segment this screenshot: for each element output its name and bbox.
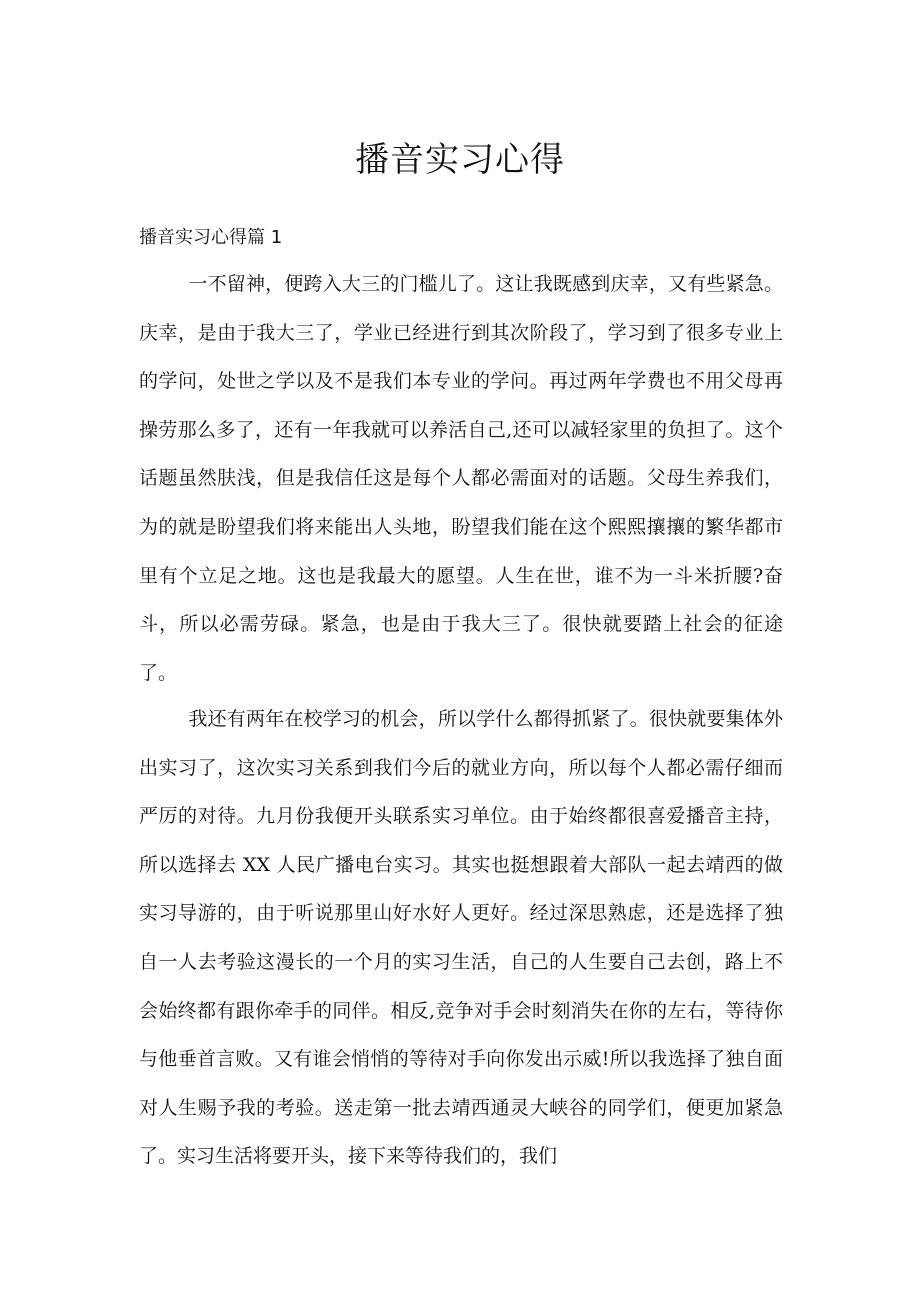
paragraph-2: 我还有两年在校学习的机会，所以学什么都得抓紧了。很快就要集体外出实习了，这次实习关系到我们今后的就业方向，所以每个人都必需仔细而严厉的对待。九月份我便开头联系实习单位。由于始终都很喜爱播音主持，所以选择去 XX 人民广播电台实习。其实也挺想跟着大部队一起去靖西的做实习导游的，由于听说那里山好水好人更好。经过深思熟虑，还是选择了独自一人去考验这漫长的一个月的实习生活，自己的人生要自己去创，路上不会始终都有跟你牵手的同伴。相反,竞争对手会时刻消失在你的左右，等待你与他垂首言败。又有谁会悄悄的等待对手向你发出示威!所以我选择了独自面对人生赐予我的考验。送走第一批去靖西通灵大峡谷的同学们，便更加紧急了。实习生活将要开头，接下来等待我们的，我们	[139, 708, 783, 1168]
paragraph-1: 一不留神，便跨入大三的门槛儿了。这让我既感到庆幸，又有些紧急。庆幸，是由于我大三了，学业已经进行到其次阶段了，学习到了很多专业上的学问，处世之学以及不是我们本专业的学问。再过两年学费也不用父母再操劳那么多了，还有一年我就可以养活自己,还可以减轻家里的负担了。这个话题虽然肤浅，但是我信任这是每个人都必需面对的话题。父母生养我们，为的就是盼望我们将来能出人头地，盼望我们能在这个熙熙攘攘的繁华都市里有个立足之地。这也是我最大的愿望。人生在世，谁不为一斗米折腰?奋斗，所以必需劳碌。紧急，也是由于我大三了。很快就要踏上社会的征途了。	[139, 273, 783, 684]
section-heading: 播音实习心得篇 1	[139, 227, 283, 248]
document-title: 播音实习心得	[355, 140, 565, 180]
